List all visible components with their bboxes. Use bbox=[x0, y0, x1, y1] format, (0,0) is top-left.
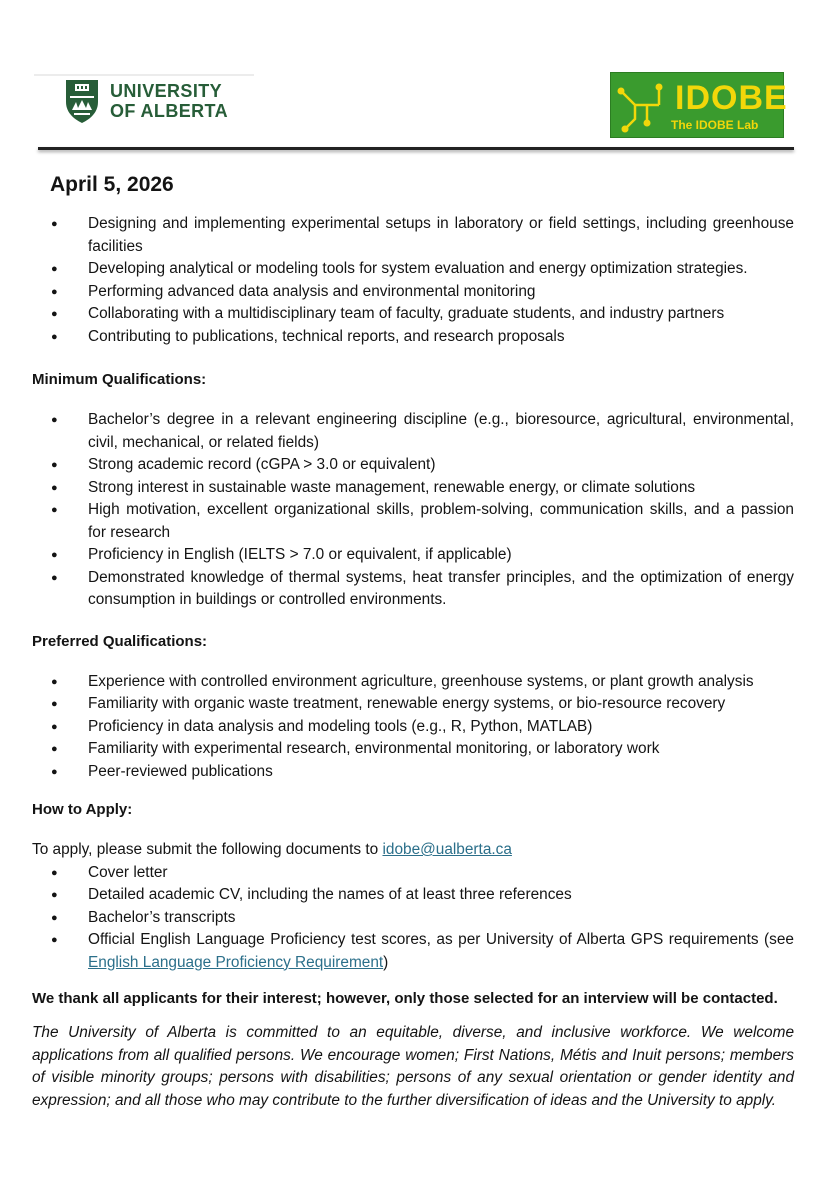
list-item: ● Detailed academic CV, including the names of at least three references bbox=[32, 884, 794, 907]
idobe-logo-title: IDOBE bbox=[675, 79, 788, 117]
list-item: ● Contributing to publications, technical reports, and research proposals bbox=[32, 326, 794, 349]
list-item: ● High motivation, excellent organizational skills, problem-solving, communication skills, and a passion for research bbox=[32, 499, 794, 544]
apply-intro bbox=[32, 839, 794, 862]
list-item: ● Performing advanced data analysis and environmental monitoring bbox=[32, 281, 794, 304]
list-item: ● Familiarity with experimental research, environmental monitoring, or laboratory work bbox=[32, 738, 794, 761]
list-item-end: ) bbox=[383, 953, 389, 971]
responsibilities-list bbox=[32, 213, 794, 348]
list-item bbox=[32, 929, 794, 974]
list-item: ● Strong academic record (cGPA > 3.0 or equivalent) bbox=[32, 454, 794, 477]
how-to-apply-heading: How to Apply: bbox=[32, 801, 133, 818]
list-item-text: Official English Language Proficiency test scores, as per University of Alberta GPS requirements (see bbox=[88, 931, 794, 948]
apply-documents-list bbox=[32, 862, 794, 975]
list-item: ● Bachelor’s transcripts bbox=[32, 907, 794, 930]
english-proficiency-link[interactable]: English Language Proficiency Requirement bbox=[88, 953, 384, 971]
list-item: ● Experience with controlled environment agriculture, greenhouse systems, or plant growth analysis bbox=[32, 671, 794, 694]
idobe-logo-subtitle: The IDOBE Lab bbox=[671, 118, 759, 132]
preferred-qualifications-heading: Preferred Qualifications: bbox=[32, 632, 208, 650]
list-item: ● Proficiency in English (IELTS > 7.0 or equivalent, if applicable) bbox=[32, 544, 794, 567]
apply-intro-text: To apply, please submit the following documents to bbox=[32, 841, 383, 858]
list-item: ● Familiarity with organic waste treatment, renewable energy systems, or bio-resource recovery bbox=[32, 693, 794, 716]
equity-statement: The University of Alberta is committed to an equitable, diverse, and inclusive workforce. We welcome applications from all qualified persons. We encourage women; First Nations, Métis and Inuit persons; members of visible minority groups; persons with disabilities; persons of any sexual orientation or gender identity and expression; and all those who may contribute to the further diversification of ideas and the University to apply. bbox=[32, 1024, 794, 1109]
document-date: April 5, 2026 bbox=[50, 173, 174, 196]
list-item: ● Proficiency in data analysis and modeling tools (e.g., R, Python, MATLAB) bbox=[32, 716, 794, 739]
logo-line-2: OF ALBERTA bbox=[110, 101, 228, 121]
email-link[interactable]: idobe@ualberta.ca bbox=[382, 841, 512, 858]
university-of-alberta-logo bbox=[64, 78, 228, 124]
list-item: ● Bachelor’s degree in a relevant engineering discipline (e.g., bioresource, agricultural, environmental, civil, mechanical, or related fields) bbox=[32, 409, 794, 454]
minimum-qualifications-list bbox=[32, 409, 794, 612]
list-item: ● Strong interest in sustainable waste management, renewable energy, or climate solutions bbox=[32, 477, 794, 500]
preferred-qualifications-list bbox=[32, 671, 794, 784]
list-item: ● Cover letter bbox=[32, 862, 794, 885]
list-item: ● Designing and implementing experimental setups in laboratory or field settings, including greenhouse facilities bbox=[32, 213, 794, 258]
list-item: ● Peer-reviewed publications bbox=[32, 761, 794, 784]
shield-crest-icon bbox=[64, 78, 100, 124]
idobe-lab-logo bbox=[610, 72, 788, 138]
circuit-icon bbox=[615, 79, 673, 135]
header-divider bbox=[38, 147, 794, 150]
list-item: ● Collaborating with a multidisciplinary team of faculty, graduate students, and industry partners bbox=[32, 303, 794, 326]
minimum-qualifications-heading: Minimum Qualifications: bbox=[32, 371, 207, 388]
header-top-divider bbox=[34, 74, 254, 76]
thanks-note: We thank all applicants for their interest; however, only those selected for an interview will be contacted. bbox=[32, 990, 778, 1007]
logo-line-1: UNIVERSITY bbox=[110, 81, 223, 101]
list-item: ● Developing analytical or modeling tools for system evaluation and energy optimization strategies. bbox=[32, 258, 794, 281]
document-body bbox=[32, 213, 794, 1112]
list-item: ● Demonstrated knowledge of thermal systems, heat transfer principles, and the optimization of energy consumption in buildings or controlled environments. bbox=[32, 567, 794, 612]
